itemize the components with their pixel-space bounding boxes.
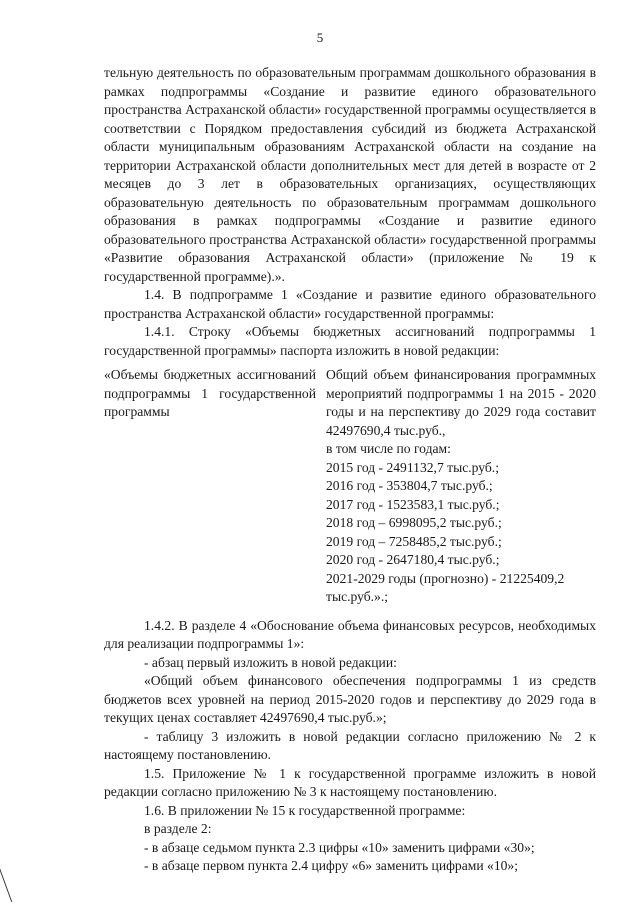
table-right-line: 2017 год - 1523583,1 тыс.руб.;	[326, 496, 500, 512]
passport-table	[104, 366, 596, 607]
table-right-line: 2019 год – 7258485,2 тыс.руб.;	[326, 533, 502, 549]
scan-artifact-line	[0, 862, 26, 902]
page-number: 5	[316, 30, 324, 45]
paragraph-quote: «Общий объем финансового обеспечения подпрограммы 1 из средств бюджетов всех уровней на период 2015-2020 годов и перспективу до 2029 года в текущих ценах составляет 42497690,4 тыс.руб.»;	[104, 673, 596, 725]
table-left-text: «Объемы бюджетных ассигнований подпрограммы 1 государственной программы	[104, 367, 316, 419]
document-body	[104, 64, 596, 876]
paragraph-continuation: тельную деятельность по образовательным программам дошкольного образования в рамках подпрограммы «Создание и развитие единого образовательного пространства Астраханской области» государственной программы осуществляется в соответствии с Порядком предоставления субсидий из бюджета Астраханской области муниципальным образованиям Астраханской области на создание на территории Астраханской области дополнительных мест для детей в возрасте от 2 месяцев до 3 лет в образовательных организациях, осуществляющих образовательную деятельность по образовательным программам дошкольного образования в рамках подпрограммы «Создание и развитие единого образовательного пространства Астраханской области» государственной программы «Развитие образования Астраханской области» (приложение № 19 к государственной программе).».	[104, 65, 596, 284]
paragraph-item: - в абзаце первом пункта 2.4 цифру «6» заменить цифрами «10»;	[144, 858, 518, 873]
paragraph-item: - таблицу 3 изложить в новой редакции согласно приложению № 2 к настоящему постановлению.	[104, 728, 596, 762]
table-right-line: 2015 год - 2491132,7 тыс.руб.;	[326, 459, 499, 475]
paragraph-1-4-2: 1.4.2. В разделе 4 «Обоснование объема финансовых ресурсов, необходимых для реализации подпрограммы 1»:	[104, 617, 596, 651]
paragraph-1-4: 1.4. В подпрограмме 1 «Создание и развитие единого образовательного пространства Астраханской области» государственной программы:	[104, 287, 596, 321]
table-right-line: 2021-2029 годы (прогнозно) - 21225409,2 тыс.руб.».;	[326, 570, 565, 604]
table-right-lead: Общий объем финансирования программных мероприятий подпрограммы 1 на 2015 - 2020 годы и на перспективу до 2029 года составит 42497690,4 тыс.руб.,	[326, 367, 596, 438]
paragraph-1-4-1: 1.4.1. Строку «Объемы бюджетных ассигнований подпрограммы 1 государственной программы» паспорта изложить в новой редакции:	[104, 324, 596, 358]
table-right-line: в том числе по годам:	[326, 441, 451, 456]
table-right-line: 2018 год – 6998095,2 тыс.руб.;	[326, 515, 502, 530]
paragraph-item: в разделе 2:	[144, 821, 212, 836]
paragraph-1-6: 1.6. В приложении № 15 к государственной программе:	[144, 802, 466, 818]
table-right-line: 2016 год - 353804,7 тыс.руб.;	[326, 478, 493, 493]
paragraph-item: - абзац первый изложить в новой редакции:	[144, 654, 397, 670]
table-left-cell	[104, 366, 326, 607]
table-right-cell	[326, 366, 596, 607]
paragraph-item: - в абзаце седьмом пункта 2.3 цифры «10» заменить цифрами «30»;	[144, 839, 535, 855]
paragraph-1-5: 1.5. Приложение № 1 к государственной программе изложить в новой редакции согласно приложению № 3 к настоящему постановлению.	[104, 765, 596, 799]
table-right-line: 2020 год - 2647180,4 тыс.руб.;	[326, 552, 500, 567]
